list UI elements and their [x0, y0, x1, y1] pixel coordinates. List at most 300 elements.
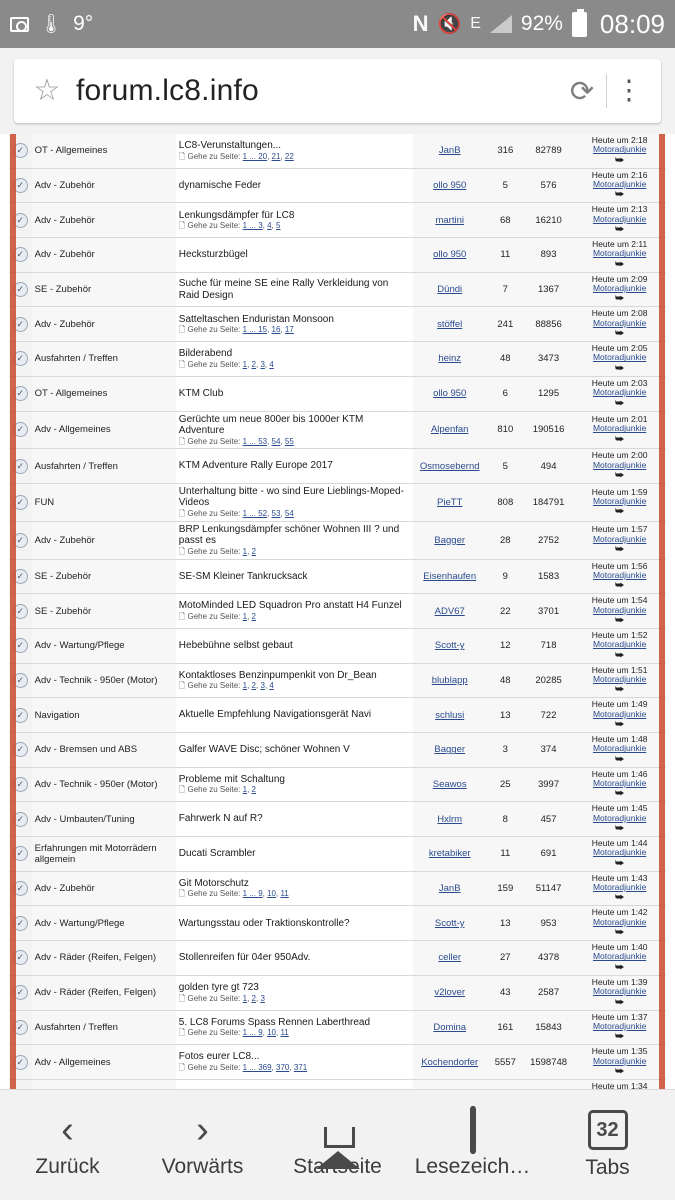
topic-cell[interactable]	[176, 871, 413, 906]
table-row[interactable]	[9, 307, 666, 342]
last-post-user-link[interactable]: Motoradjunkie	[592, 743, 647, 754]
forum-name-cell[interactable]: OT - Allgemeines	[32, 134, 176, 168]
forum-name-cell[interactable]: SE - Zubehör	[32, 594, 176, 629]
last-post-cell[interactable]	[573, 168, 666, 203]
topic-title-link[interactable]: Galfer WAVE Disc; schöner Wohnen V	[178, 744, 350, 756]
goto-last-post-icon[interactable]: ⮩	[614, 362, 625, 374]
last-post-user-link[interactable]: Motoradjunkie	[592, 569, 647, 580]
topic-title-link[interactable]: Suche für meine SE eine Rally Verkleidung von Raid Design	[178, 278, 389, 301]
topic-title-link[interactable]: Probleme mit Schaltung	[178, 773, 285, 785]
author-link[interactable]: PieTT	[437, 496, 463, 508]
page-link[interactable]: 1 ... 52	[242, 508, 268, 518]
forum-name-cell[interactable]: Adv - Technik - 950er (Motor)	[32, 663, 176, 698]
forum-name-cell[interactable]: SE - Zubehör	[32, 272, 176, 307]
author-cell[interactable]	[413, 521, 487, 559]
author-cell[interactable]	[413, 975, 487, 1010]
last-post-cell[interactable]	[573, 663, 666, 698]
table-row[interactable]	[9, 1079, 666, 1089]
table-row[interactable]	[9, 975, 666, 1010]
topic-title-link[interactable]: Kontaktloses Benzinpumpenkit von Dr_Bean	[178, 669, 377, 681]
page-link[interactable]: 11	[280, 889, 289, 899]
goto-last-post-icon[interactable]: ⮩	[614, 469, 625, 481]
goto-page-links[interactable]: 🗋 Gehe zu Seite: 1, 2, 3, 4	[178, 359, 274, 369]
author-cell[interactable]	[413, 449, 487, 484]
author-cell[interactable]	[413, 594, 487, 629]
author-cell[interactable]	[413, 767, 487, 802]
page-link[interactable]: 54	[271, 436, 281, 446]
forum-name-cell[interactable]: Adv - Bremsen und ABS	[32, 733, 176, 768]
author-link[interactable]: JanB	[438, 145, 461, 157]
author-link[interactable]: stöffel	[437, 318, 463, 330]
author-link[interactable]: schlusi	[435, 709, 465, 721]
topic-title-link[interactable]: KTM Club	[178, 387, 224, 399]
goto-page-links[interactable]: 🗋 Gehe zu Seite: 1 ... 52, 53, 54	[178, 508, 294, 518]
table-row[interactable]	[9, 342, 666, 377]
page-link[interactable]: 4	[267, 221, 272, 231]
last-post-cell[interactable]	[573, 628, 666, 663]
forum-name-cell[interactable]: Erfahrungen mit Motorrädern allgemein	[32, 837, 176, 872]
last-post-cell[interactable]	[573, 837, 666, 872]
page-link[interactable]: 55	[284, 436, 294, 446]
last-post-cell[interactable]	[573, 906, 666, 941]
page-link[interactable]: 1 ... 3	[242, 221, 263, 231]
page-link[interactable]: 371	[293, 1062, 308, 1072]
last-post-cell[interactable]	[573, 802, 666, 837]
forum-name-cell[interactable]: Adv - Zubehör	[32, 203, 176, 238]
table-row[interactable]	[9, 941, 666, 976]
address-bar[interactable]	[14, 59, 661, 123]
table-row[interactable]	[9, 559, 666, 594]
topic-cell[interactable]	[176, 802, 413, 837]
last-post-cell[interactable]	[573, 941, 666, 976]
goto-page-links[interactable]: 🗋 Gehe zu Seite: 1, 2	[178, 546, 256, 556]
topic-cell[interactable]	[176, 628, 413, 663]
last-post-user-link[interactable]: Motoradjunkie	[592, 986, 647, 997]
author-cell[interactable]	[413, 1079, 487, 1089]
url-text[interactable]: forum.lc8.info	[76, 74, 259, 107]
last-post-cell[interactable]	[573, 342, 666, 377]
page-link[interactable]: 5	[276, 221, 281, 231]
goto-page-links[interactable]: 🗋 Gehe zu Seite: 1, 2, 3	[178, 993, 265, 1003]
last-post-cell[interactable]	[573, 975, 666, 1010]
topic-title-link[interactable]: Lenkungsdämpfer für LC8	[178, 209, 295, 221]
goto-last-post-icon[interactable]: ⮩	[614, 506, 625, 518]
author-link[interactable]: JanB	[438, 883, 461, 895]
goto-last-post-icon[interactable]: ⮩	[614, 580, 625, 592]
author-cell[interactable]	[413, 203, 487, 238]
page-link[interactable]: 2	[251, 611, 256, 621]
page-link[interactable]: 1	[242, 785, 248, 795]
page-link[interactable]: 1 ... 369	[242, 1062, 272, 1072]
author-link[interactable]: ADV67	[434, 605, 465, 617]
forum-name-cell[interactable]: Adv - Zubehör	[32, 168, 176, 203]
author-cell[interactable]	[413, 559, 487, 594]
author-cell[interactable]	[413, 168, 487, 203]
topic-cell[interactable]	[176, 483, 413, 521]
author-link[interactable]: Scott-y	[434, 917, 465, 929]
author-cell[interactable]	[413, 698, 487, 733]
topic-title-link[interactable]: Hecksturzbügel	[178, 249, 248, 261]
author-cell[interactable]	[413, 733, 487, 768]
forum-name-cell[interactable]: Navigation	[32, 698, 176, 733]
forum-name-cell[interactable]: Adv - Zubehör	[32, 307, 176, 342]
author-cell[interactable]	[413, 837, 487, 872]
topic-cell[interactable]	[176, 906, 413, 941]
author-cell[interactable]	[413, 272, 487, 307]
last-post-cell[interactable]	[573, 1079, 666, 1089]
last-post-cell[interactable]	[573, 559, 666, 594]
table-row[interactable]	[9, 698, 666, 733]
table-row[interactable]	[9, 802, 666, 837]
last-post-cell[interactable]	[573, 272, 666, 307]
page-link[interactable]: 17	[284, 325, 294, 335]
last-post-cell[interactable]	[573, 594, 666, 629]
forum-name-cell[interactable]: Adv - Technik - 950er (Motor)	[32, 767, 176, 802]
last-post-cell[interactable]	[573, 1045, 666, 1080]
goto-last-post-icon[interactable]: ⮩	[614, 189, 625, 201]
table-row[interactable]	[9, 238, 666, 273]
last-post-user-link[interactable]: Motoradjunkie	[592, 179, 647, 190]
page-link[interactable]: 1	[242, 681, 248, 691]
topic-cell[interactable]	[176, 1079, 413, 1089]
table-row[interactable]	[9, 837, 666, 872]
table-row[interactable]	[9, 1010, 666, 1045]
goto-last-post-icon[interactable]: ⮩	[614, 961, 625, 973]
goto-page-links[interactable]: 🗋 Gehe zu Seite: 1 ... 9, 10, 11	[178, 1028, 289, 1038]
table-row[interactable]	[9, 628, 666, 663]
author-link[interactable]: Seawos	[432, 779, 467, 791]
page-link[interactable]: 16	[271, 325, 281, 335]
topic-title-link[interactable]: Satteltaschen Enduristan Monsoon	[178, 313, 334, 325]
goto-last-post-icon[interactable]: ⮩	[614, 684, 625, 696]
last-post-user-link[interactable]: Motoradjunkie	[592, 604, 647, 615]
table-row[interactable]	[9, 767, 666, 802]
table-row[interactable]	[9, 203, 666, 238]
last-post-user-link[interactable]: Motoradjunkie	[592, 213, 647, 224]
forum-name-cell[interactable]: OT - Allgemeines	[32, 376, 176, 411]
page-link[interactable]: 1 ... 15	[242, 325, 268, 335]
topic-title-link[interactable]: Aktuelle Empfehlung Navigationsgerät Navi	[178, 709, 372, 721]
goto-last-post-icon[interactable]: ⮩	[614, 433, 625, 445]
author-cell[interactable]	[413, 871, 487, 906]
last-post-user-link[interactable]: Motoradjunkie	[592, 673, 647, 684]
goto-last-post-icon[interactable]: ⮩	[614, 788, 625, 800]
forum-name-cell[interactable]: Adv - Allgemeines	[32, 1045, 176, 1080]
topic-cell[interactable]	[176, 1010, 413, 1045]
last-post-user-link[interactable]: Motoradjunkie	[592, 248, 647, 259]
topic-cell[interactable]	[176, 272, 413, 307]
author-cell[interactable]	[413, 802, 487, 837]
topic-title-link[interactable]: Bilderabend	[178, 348, 233, 360]
goto-last-post-icon[interactable]: ⮩	[614, 719, 625, 731]
author-cell[interactable]	[413, 342, 487, 377]
goto-page-links[interactable]: 🗋 Gehe zu Seite: 1 ... 20, 21, 22	[178, 151, 294, 161]
goto-last-post-icon[interactable]: ⮩	[614, 154, 625, 166]
nav-home[interactable]	[270, 1111, 405, 1179]
page-link[interactable]: 54	[284, 508, 294, 518]
author-cell[interactable]	[413, 628, 487, 663]
author-cell[interactable]	[413, 663, 487, 698]
last-post-cell[interactable]	[573, 767, 666, 802]
nav-back[interactable]	[0, 1111, 135, 1179]
page-link[interactable]: 10	[267, 889, 276, 899]
goto-last-post-icon[interactable]: ⮩	[614, 857, 625, 869]
topic-title-link[interactable]: Fotos eurer LC8...	[178, 1051, 260, 1063]
forum-name-cell[interactable]: Adv - Zubehör	[32, 238, 176, 273]
author-link[interactable]: v2lover	[434, 987, 466, 999]
author-link[interactable]: ollo 950	[433, 388, 467, 400]
page-link[interactable]: 1 ... 9	[242, 889, 263, 899]
last-post-user-link[interactable]: Motoradjunkie	[592, 882, 647, 893]
last-post-user-link[interactable]: Motoradjunkie	[592, 778, 647, 789]
author-link[interactable]: Scott-y	[434, 640, 465, 652]
forum-name-cell[interactable]: Adv - Zubehör	[32, 871, 176, 906]
author-link[interactable]: Hxlrm	[437, 813, 463, 825]
topic-title-link[interactable]: dynamische Feder	[178, 179, 262, 191]
forum-name-cell[interactable]: Ausfahrten / Treffen	[32, 342, 176, 377]
topic-cell[interactable]	[176, 521, 413, 559]
reload-icon[interactable]: ⟳	[569, 75, 595, 108]
topic-cell[interactable]	[176, 168, 413, 203]
last-post-user-link[interactable]: Motoradjunkie	[592, 495, 647, 506]
overflow-menu-icon[interactable]: ⋮	[615, 75, 643, 106]
page-link[interactable]: 53	[271, 508, 281, 518]
forum-name-cell[interactable]: Adv - Räder (Reifen, Felgen)	[32, 975, 176, 1010]
page-link[interactable]: 370	[276, 1062, 290, 1072]
author-cell[interactable]	[413, 1045, 487, 1080]
topic-cell[interactable]	[176, 134, 413, 168]
goto-page-links[interactable]: 🗋 Gehe zu Seite: 1 ... 9, 10, 11	[178, 889, 289, 899]
topic-title-link[interactable]: 5. LC8 Forums Spass Rennen Laberthread	[178, 1016, 371, 1028]
forum-name-cell[interactable]: Adv - Wartung/Pflege	[32, 906, 176, 941]
last-post-user-link[interactable]: Motoradjunkie	[592, 812, 647, 823]
author-cell[interactable]	[413, 483, 487, 521]
last-post-user-link[interactable]: Motoradjunkie	[592, 423, 647, 434]
goto-page-links[interactable]: 🗋 Gehe zu Seite: 1 ... 53, 54, 55	[178, 436, 294, 446]
author-link[interactable]: Domina	[433, 1021, 467, 1033]
author-link[interactable]: Kochendorfer	[421, 1056, 479, 1068]
table-row[interactable]	[9, 411, 666, 449]
last-post-cell[interactable]	[573, 483, 666, 521]
table-row[interactable]	[9, 449, 666, 484]
last-post-user-link[interactable]: Motoradjunkie	[592, 283, 647, 294]
author-link[interactable]: Dündi	[437, 284, 463, 296]
page-link[interactable]: 22	[284, 151, 294, 161]
forum-name-cell[interactable]: Adv - Zubehör	[32, 521, 176, 559]
forum-name-cell[interactable]: Adv - Allgemeines	[32, 411, 176, 449]
bookmark-star-icon[interactable]: ☆	[33, 74, 61, 107]
goto-page-links[interactable]: 🗋 Gehe zu Seite: 1, 2	[178, 785, 256, 795]
forum-name-cell[interactable]: Ausfahrten / Treffen	[32, 449, 176, 484]
author-link[interactable]: Bagger	[434, 534, 466, 546]
forum-name-cell[interactable]: Adv - Wartung/Pflege	[32, 628, 176, 663]
last-post-cell[interactable]	[573, 376, 666, 411]
last-post-cell[interactable]	[573, 521, 666, 559]
author-link[interactable]: martini	[435, 214, 464, 226]
author-link[interactable]: Alpenfan	[430, 424, 469, 436]
last-post-user-link[interactable]: Motoradjunkie	[592, 708, 647, 719]
last-post-user-link[interactable]: Motoradjunkie	[592, 1055, 647, 1066]
topic-cell[interactable]	[176, 941, 413, 976]
page-link[interactable]: 1 ... 9	[242, 1028, 263, 1038]
last-post-user-link[interactable]: Motoradjunkie	[592, 533, 647, 544]
author-cell[interactable]	[413, 307, 487, 342]
author-cell[interactable]	[413, 941, 487, 976]
table-row[interactable]	[9, 906, 666, 941]
page-link[interactable]: 1	[242, 359, 248, 369]
topic-cell[interactable]	[176, 594, 413, 629]
author-cell[interactable]	[413, 376, 487, 411]
nav-forward[interactable]	[135, 1111, 270, 1179]
page-link[interactable]: 3	[260, 359, 265, 369]
page-link[interactable]: 3	[260, 993, 265, 1003]
goto-page-links[interactable]: 🗋 Gehe zu Seite: 1, 2, 3, 4	[178, 681, 274, 691]
goto-page-links[interactable]: 🗋 Gehe zu Seite: 1 ... 369, 370, 371	[178, 1062, 308, 1072]
last-post-user-link[interactable]: Motoradjunkie	[592, 916, 647, 927]
topic-title-link[interactable]: Gerüchte um neue 800er bis 1000er KTM Adventure	[178, 413, 364, 436]
table-row[interactable]	[9, 733, 666, 768]
topic-cell[interactable]	[176, 767, 413, 802]
topic-cell[interactable]	[176, 837, 413, 872]
last-post-user-link[interactable]: Motoradjunkie	[592, 1020, 647, 1031]
topic-cell[interactable]	[176, 342, 413, 377]
page-link[interactable]: 2	[251, 359, 256, 369]
page-link[interactable]: 1	[242, 546, 248, 556]
page-link[interactable]: 2	[251, 993, 256, 1003]
nav-tabs[interactable]	[540, 1110, 675, 1180]
last-post-cell[interactable]	[573, 307, 666, 342]
page-link[interactable]: 11	[280, 1028, 289, 1038]
topic-cell[interactable]	[176, 449, 413, 484]
topic-cell[interactable]	[176, 698, 413, 733]
table-row[interactable]	[9, 521, 666, 559]
page-link[interactable]: 1	[242, 993, 248, 1003]
table-row[interactable]	[9, 663, 666, 698]
last-post-user-link[interactable]: Motoradjunkie	[592, 317, 647, 328]
author-cell[interactable]	[413, 906, 487, 941]
table-row[interactable]	[9, 1045, 666, 1080]
goto-last-post-icon[interactable]: ⮩	[614, 293, 625, 305]
author-link[interactable]: Eisenhaufen	[423, 570, 477, 582]
topic-title-link[interactable]: LC8-Verunstaltungen...	[178, 140, 282, 152]
topic-cell[interactable]	[176, 975, 413, 1010]
page-link[interactable]: 10	[267, 1028, 276, 1038]
last-post-user-link[interactable]: Motoradjunkie	[592, 352, 647, 363]
topic-title-link[interactable]: Wartungsstau oder Traktionskontrolle?	[178, 917, 350, 929]
goto-last-post-icon[interactable]: ⮩	[614, 328, 625, 340]
author-cell[interactable]	[413, 1010, 487, 1045]
topic-title-link[interactable]: Ducati Scrambler	[178, 848, 256, 860]
forum-name-cell[interactable]: Adv - Umbauten/Tuning	[32, 802, 176, 837]
goto-page-links[interactable]: 🗋 Gehe zu Seite: 1 ... 3, 4, 5	[178, 221, 281, 231]
page-link[interactable]: 21	[271, 151, 281, 161]
last-post-cell[interactable]	[573, 698, 666, 733]
page-link[interactable]: 2	[251, 546, 256, 556]
topic-title-link[interactable]: SE-SM Kleiner Tankrucksack	[178, 570, 308, 582]
nav-bookmarks[interactable]	[405, 1111, 540, 1179]
forum-name-cell[interactable]: FUN	[32, 483, 176, 521]
table-row[interactable]	[9, 376, 666, 411]
topic-cell[interactable]	[176, 663, 413, 698]
goto-last-post-icon[interactable]: ⮩	[614, 614, 625, 626]
table-row[interactable]	[9, 272, 666, 307]
last-post-cell[interactable]	[573, 871, 666, 906]
goto-last-post-icon[interactable]: ⮩	[614, 753, 625, 765]
topic-title-link[interactable]: Git Motorschutz	[178, 877, 249, 889]
author-cell[interactable]	[413, 134, 487, 168]
last-post-user-link[interactable]: Motoradjunkie	[592, 847, 647, 858]
topic-title-link[interactable]: Fahrwerk N auf R?	[178, 813, 263, 825]
last-post-user-link[interactable]: Motoradjunkie	[592, 144, 647, 155]
goto-last-post-icon[interactable]: ⮩	[614, 544, 625, 556]
webpage-viewport[interactable]	[0, 134, 675, 1089]
author-link[interactable]: Bagger	[434, 744, 466, 756]
table-row[interactable]	[9, 594, 666, 629]
topic-cell[interactable]	[176, 1045, 413, 1080]
last-post-user-link[interactable]: Motoradjunkie	[592, 459, 647, 470]
goto-last-post-icon[interactable]: ⮩	[614, 927, 625, 939]
goto-last-post-icon[interactable]: ⮩	[614, 1065, 625, 1077]
author-cell[interactable]	[413, 411, 487, 449]
author-link[interactable]: Osmosebernd	[419, 460, 480, 472]
page-link[interactable]: 1 ... 20	[242, 151, 268, 161]
page-link[interactable]: 1 ... 53	[242, 436, 268, 446]
table-row[interactable]	[9, 134, 666, 168]
topic-title-link[interactable]: BRP Lenkungsdämpfer schöner Wohnen III ? und passt es	[178, 523, 400, 547]
topic-title-link[interactable]: MotoMinded LED Squadron Pro anstatt H4 Funzel	[178, 600, 402, 612]
page-link[interactable]: 4	[269, 681, 274, 691]
topic-cell[interactable]	[176, 559, 413, 594]
topic-cell[interactable]	[176, 376, 413, 411]
last-post-cell[interactable]	[573, 203, 666, 238]
author-link[interactable]: celler	[438, 952, 462, 964]
topic-cell[interactable]	[176, 203, 413, 238]
goto-page-links[interactable]: 🗋 Gehe zu Seite: 1 ... 15, 16, 17	[178, 325, 294, 335]
last-post-cell[interactable]	[573, 134, 666, 168]
author-cell[interactable]	[413, 238, 487, 273]
topic-title-link[interactable]: Unterhaltung bitte - wo sind Eure Lieblings-Moped-Videos	[178, 485, 404, 509]
goto-last-post-icon[interactable]: ⮩	[614, 224, 625, 236]
page-link[interactable]: 2	[251, 785, 256, 795]
forum-name-cell[interactable]: Adv - Räder (Reifen, Felgen)	[32, 941, 176, 976]
goto-page-links[interactable]: 🗋 Gehe zu Seite: 1, 2	[178, 611, 256, 621]
last-post-cell[interactable]	[573, 411, 666, 449]
topic-title-link[interactable]: golden tyre gt 723	[178, 982, 259, 994]
forum-name-cell[interactable]: SE - Zubehör	[32, 559, 176, 594]
forum-name-cell[interactable]	[32, 1079, 176, 1089]
author-link[interactable]: blublapp	[431, 674, 468, 686]
author-link[interactable]: heinz	[438, 353, 462, 365]
topic-cell[interactable]	[176, 238, 413, 273]
forum-name-cell[interactable]: Ausfahrten / Treffen	[32, 1010, 176, 1045]
goto-last-post-icon[interactable]: ⮩	[614, 397, 625, 409]
author-link[interactable]: ollo 950	[433, 249, 467, 261]
topic-cell[interactable]	[176, 411, 413, 449]
last-post-cell[interactable]	[573, 1010, 666, 1045]
goto-last-post-icon[interactable]: ⮩	[614, 892, 625, 904]
goto-last-post-icon[interactable]: ⮩	[614, 258, 625, 270]
table-row[interactable]	[9, 483, 666, 521]
topic-title-link[interactable]: Hebebühne selbst gebaut	[178, 640, 293, 652]
page-link[interactable]: 1	[242, 611, 248, 621]
last-post-user-link[interactable]: Motoradjunkie	[592, 639, 647, 650]
goto-last-post-icon[interactable]: ⮩	[614, 996, 625, 1008]
table-row[interactable]	[9, 168, 666, 203]
topic-title-link[interactable]: Stollenreifen für 04er 950Adv.	[178, 952, 311, 964]
page-link[interactable]: 4	[269, 359, 274, 369]
table-row[interactable]	[9, 871, 666, 906]
last-post-cell[interactable]	[573, 733, 666, 768]
